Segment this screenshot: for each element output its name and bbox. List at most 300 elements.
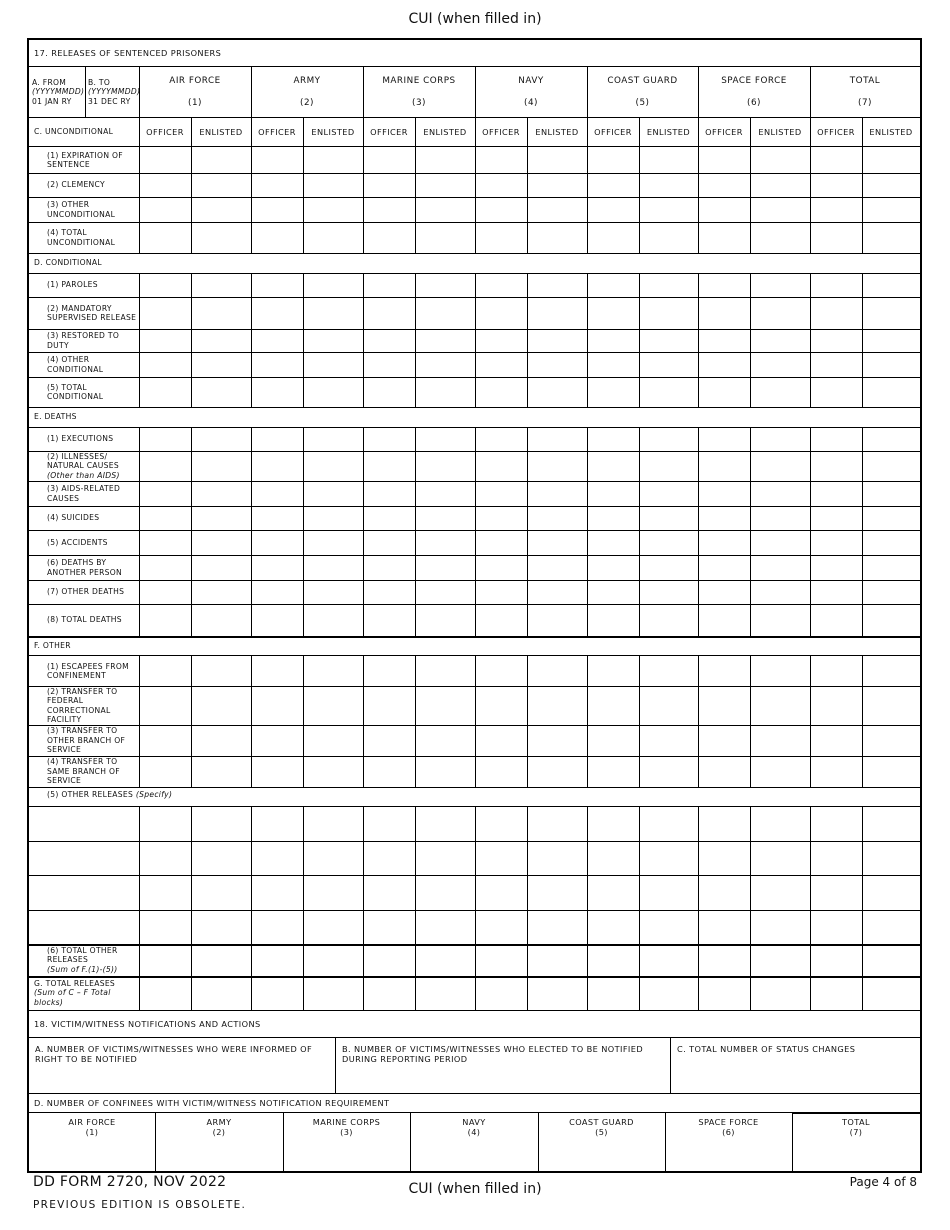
row-3-input-officer[interactable] [476, 223, 527, 253]
specify-0-input-enlisted[interactable] [416, 807, 475, 841]
specify-2-input-enlisted[interactable] [863, 876, 920, 910]
row-22-input-enlisted[interactable] [751, 977, 810, 1010]
row-15-input-officer[interactable] [364, 581, 415, 604]
row-1-input-enlisted[interactable] [528, 174, 587, 197]
row-18-input-officer[interactable] [699, 687, 750, 725]
specify-0-input-enlisted[interactable] [304, 807, 363, 841]
row-5-input-officer[interactable] [699, 298, 750, 329]
row-21-input-officer[interactable] [699, 945, 750, 976]
row-6-input-enlisted[interactable] [192, 330, 251, 352]
row-13-input-officer[interactable] [588, 531, 639, 555]
row-8-input-enlisted[interactable] [304, 378, 363, 407]
row-17-input-officer[interactable] [252, 657, 303, 686]
confinees-space-force-field[interactable] [665, 1113, 792, 1171]
row-9-input-enlisted[interactable] [304, 428, 363, 451]
row-18-input-officer[interactable] [140, 687, 191, 725]
row-14-input-officer[interactable] [140, 556, 191, 580]
row-20-input-enlisted[interactable] [192, 757, 251, 787]
row-20-input-officer[interactable] [364, 757, 415, 787]
row-19-input-enlisted[interactable] [192, 726, 251, 756]
specify-2-input-enlisted[interactable] [192, 876, 251, 910]
row-0-input-enlisted[interactable] [863, 148, 920, 173]
row-14-input-enlisted[interactable] [416, 556, 475, 580]
specify-2-input-officer[interactable] [252, 876, 303, 910]
row-4-input-enlisted[interactable] [304, 274, 363, 297]
row-13-input-officer[interactable] [476, 531, 527, 555]
specify-0-input-officer[interactable] [811, 807, 862, 841]
row-9-input-enlisted[interactable] [863, 428, 920, 451]
row-3-input-officer[interactable] [588, 223, 639, 253]
specify-3-input-enlisted[interactable] [863, 911, 920, 944]
row-7-input-officer[interactable] [140, 353, 191, 377]
row-16-input-officer[interactable] [252, 605, 303, 636]
specify-3-input-enlisted[interactable] [416, 911, 475, 944]
row-4-input-officer[interactable] [476, 274, 527, 297]
victim-elected-field[interactable] [336, 1038, 671, 1093]
row-1-input-enlisted[interactable] [863, 174, 920, 197]
row-20-input-enlisted[interactable] [863, 757, 920, 787]
row-17-input-enlisted[interactable] [751, 657, 810, 686]
row-15-input-enlisted[interactable] [304, 581, 363, 604]
row-20-input-officer[interactable] [588, 757, 639, 787]
row-15-input-enlisted[interactable] [640, 581, 698, 604]
row-18-input-enlisted[interactable] [751, 687, 810, 725]
row-22-input-officer[interactable] [476, 977, 527, 1010]
row-2-input-officer[interactable] [811, 198, 862, 222]
row-3-input-officer[interactable] [252, 223, 303, 253]
row-11-input-officer[interactable] [476, 482, 527, 506]
row-11-input-enlisted[interactable] [640, 482, 698, 506]
row-0-input-officer[interactable] [364, 148, 415, 173]
row-11-input-enlisted[interactable] [416, 482, 475, 506]
row-18-input-enlisted[interactable] [863, 687, 920, 725]
row-9-input-enlisted[interactable] [416, 428, 475, 451]
specify-1-input-enlisted[interactable] [751, 842, 810, 875]
row-4-input-officer[interactable] [140, 274, 191, 297]
specify-2-input-enlisted[interactable] [416, 876, 475, 910]
row-19-input-officer[interactable] [364, 726, 415, 756]
row-18-input-officer[interactable] [364, 687, 415, 725]
specify-1-input-officer[interactable] [811, 842, 862, 875]
specify-2-input-enlisted[interactable] [751, 876, 810, 910]
row-13-input-officer[interactable] [140, 531, 191, 555]
row-6-input-enlisted[interactable] [863, 330, 920, 352]
row-17-input-officer[interactable] [588, 657, 639, 686]
confinees-air-force-field[interactable] [29, 1113, 155, 1171]
row-7-input-enlisted[interactable] [751, 353, 810, 377]
row-6-input-enlisted[interactable] [304, 330, 363, 352]
specify-2-input-officer[interactable] [476, 876, 527, 910]
row-13-input-enlisted[interactable] [640, 531, 698, 555]
specify-3-input-officer[interactable] [252, 911, 303, 944]
row-4-input-enlisted[interactable] [863, 274, 920, 297]
specify-0-input-officer[interactable] [476, 807, 527, 841]
row-10-input-enlisted[interactable] [528, 452, 587, 481]
row-16-input-enlisted[interactable] [640, 605, 698, 636]
row-12-input-enlisted[interactable] [192, 507, 251, 530]
row-10-input-enlisted[interactable] [192, 452, 251, 481]
row-2-input-enlisted[interactable] [416, 198, 475, 222]
row-1-input-officer[interactable] [588, 174, 639, 197]
specify-1-input-enlisted[interactable] [304, 842, 363, 875]
row-22-input-enlisted[interactable] [640, 977, 698, 1010]
row-18-input-enlisted[interactable] [192, 687, 251, 725]
row-15-input-officer[interactable] [811, 581, 862, 604]
row-1-input-enlisted[interactable] [640, 174, 698, 197]
row-2-input-officer[interactable] [140, 198, 191, 222]
specify-3-input-enlisted[interactable] [304, 911, 363, 944]
specify-0-input-officer[interactable] [364, 807, 415, 841]
row-16-input-officer[interactable] [699, 605, 750, 636]
row-21-input-enlisted[interactable] [751, 945, 810, 976]
row-3-input-officer[interactable] [811, 223, 862, 253]
row-9-input-enlisted[interactable] [640, 428, 698, 451]
row-20-input-officer[interactable] [811, 757, 862, 787]
row-14-input-officer[interactable] [252, 556, 303, 580]
specify-1-input-enlisted[interactable] [416, 842, 475, 875]
row-10-input-officer[interactable] [699, 452, 750, 481]
row-2-input-enlisted[interactable] [528, 198, 587, 222]
row-11-input-officer[interactable] [811, 482, 862, 506]
row-0-input-officer[interactable] [811, 148, 862, 173]
row-0-input-officer[interactable] [476, 148, 527, 173]
row-16-input-officer[interactable] [140, 605, 191, 636]
row-13-input-officer[interactable] [364, 531, 415, 555]
row-5-input-enlisted[interactable] [751, 298, 810, 329]
row-7-input-enlisted[interactable] [863, 353, 920, 377]
row-10-input-enlisted[interactable] [416, 452, 475, 481]
specify-3-input-enlisted[interactable] [640, 911, 698, 944]
row-18-input-officer[interactable] [476, 687, 527, 725]
row-6-input-officer[interactable] [140, 330, 191, 352]
row-17-input-officer[interactable] [811, 657, 862, 686]
row-10-input-enlisted[interactable] [304, 452, 363, 481]
row-11-input-enlisted[interactable] [751, 482, 810, 506]
specify-3-input-officer[interactable] [588, 911, 639, 944]
row-22-input-officer[interactable] [140, 977, 191, 1010]
row-21-input-enlisted[interactable] [640, 945, 698, 976]
row-8-input-enlisted[interactable] [640, 378, 698, 407]
row-13-input-enlisted[interactable] [416, 531, 475, 555]
row-12-input-officer[interactable] [476, 507, 527, 530]
row-6-input-enlisted[interactable] [416, 330, 475, 352]
row-11-input-officer[interactable] [140, 482, 191, 506]
row-15-input-enlisted[interactable] [863, 581, 920, 604]
row-1-input-enlisted[interactable] [192, 174, 251, 197]
specify-2-input-enlisted[interactable] [304, 876, 363, 910]
row-22-input-enlisted[interactable] [192, 977, 251, 1010]
row-12-input-officer[interactable] [252, 507, 303, 530]
specify-2-input-officer[interactable] [364, 876, 415, 910]
row-21-input-enlisted[interactable] [192, 945, 251, 976]
row-3-input-officer[interactable] [699, 223, 750, 253]
row-18-input-enlisted[interactable] [304, 687, 363, 725]
row-13-input-officer[interactable] [252, 531, 303, 555]
row-21-input-officer[interactable] [811, 945, 862, 976]
row-8-input-enlisted[interactable] [751, 378, 810, 407]
row-15-input-enlisted[interactable] [192, 581, 251, 604]
row-4-input-officer[interactable] [364, 274, 415, 297]
row-12-input-officer[interactable] [588, 507, 639, 530]
row-3-input-officer[interactable] [364, 223, 415, 253]
row-3-input-enlisted[interactable] [304, 223, 363, 253]
row-12-input-enlisted[interactable] [528, 507, 587, 530]
row-7-input-enlisted[interactable] [416, 353, 475, 377]
row-19-input-officer[interactable] [140, 726, 191, 756]
row-8-input-officer[interactable] [140, 378, 191, 407]
row-17-input-officer[interactable] [140, 657, 191, 686]
row-3-input-enlisted[interactable] [528, 223, 587, 253]
row-19-input-enlisted[interactable] [863, 726, 920, 756]
row-22-input-officer[interactable] [588, 977, 639, 1010]
row-4-input-enlisted[interactable] [751, 274, 810, 297]
specify-0-input-enlisted[interactable] [640, 807, 698, 841]
row-22-input-officer[interactable] [699, 977, 750, 1010]
specify-1-input-officer[interactable] [588, 842, 639, 875]
row-15-input-officer[interactable] [140, 581, 191, 604]
specify-1-input-officer[interactable] [364, 842, 415, 875]
row-2-input-officer[interactable] [364, 198, 415, 222]
row-14-input-officer[interactable] [364, 556, 415, 580]
row-9-input-enlisted[interactable] [192, 428, 251, 451]
row-0-input-officer[interactable] [699, 148, 750, 173]
row-9-input-officer[interactable] [699, 428, 750, 451]
row-8-input-officer[interactable] [252, 378, 303, 407]
row-3-input-enlisted[interactable] [192, 223, 251, 253]
row-20-input-officer[interactable] [699, 757, 750, 787]
row-4-input-enlisted[interactable] [416, 274, 475, 297]
row-4-input-enlisted[interactable] [640, 274, 698, 297]
row-0-input-enlisted[interactable] [304, 148, 363, 173]
row-8-input-officer[interactable] [364, 378, 415, 407]
victim-informed-field[interactable] [29, 1038, 335, 1093]
row-16-input-enlisted[interactable] [304, 605, 363, 636]
row-19-input-officer[interactable] [811, 726, 862, 756]
confinees-army-field[interactable] [155, 1113, 283, 1171]
row-3-input-enlisted[interactable] [416, 223, 475, 253]
row-11-input-officer[interactable] [364, 482, 415, 506]
row-5-input-officer[interactable] [140, 298, 191, 329]
row-9-input-officer[interactable] [588, 428, 639, 451]
row-13-input-enlisted[interactable] [304, 531, 363, 555]
row-7-input-officer[interactable] [811, 353, 862, 377]
row-14-input-enlisted[interactable] [528, 556, 587, 580]
row-13-input-officer[interactable] [811, 531, 862, 555]
row-9-input-officer[interactable] [476, 428, 527, 451]
row-11-input-officer[interactable] [699, 482, 750, 506]
row-22-input-officer[interactable] [364, 977, 415, 1010]
row-8-input-officer[interactable] [699, 378, 750, 407]
row-8-input-enlisted[interactable] [416, 378, 475, 407]
row-10-input-officer[interactable] [364, 452, 415, 481]
row-0-input-enlisted[interactable] [416, 148, 475, 173]
row-4-input-officer[interactable] [588, 274, 639, 297]
row-21-input-officer[interactable] [252, 945, 303, 976]
specify-2-input-officer[interactable] [588, 876, 639, 910]
row-5-input-enlisted[interactable] [416, 298, 475, 329]
row-12-input-officer[interactable] [699, 507, 750, 530]
specify-0-input-enlisted[interactable] [192, 807, 251, 841]
row-16-input-enlisted[interactable] [863, 605, 920, 636]
row-15-input-officer[interactable] [699, 581, 750, 604]
row-2-input-officer[interactable] [476, 198, 527, 222]
row-15-input-officer[interactable] [252, 581, 303, 604]
row-1-input-officer[interactable] [476, 174, 527, 197]
row-16-input-enlisted[interactable] [751, 605, 810, 636]
row-21-input-enlisted[interactable] [304, 945, 363, 976]
other-release-specify-input[interactable] [30, 842, 139, 875]
specify-2-input-enlisted[interactable] [528, 876, 587, 910]
row-21-input-officer[interactable] [364, 945, 415, 976]
confinees-marine-corps-field[interactable] [283, 1113, 410, 1171]
specify-3-input-officer[interactable] [140, 911, 191, 944]
row-16-input-enlisted[interactable] [192, 605, 251, 636]
row-13-input-enlisted[interactable] [751, 531, 810, 555]
row-15-input-enlisted[interactable] [416, 581, 475, 604]
row-4-input-officer[interactable] [699, 274, 750, 297]
row-11-input-enlisted[interactable] [192, 482, 251, 506]
row-10-input-officer[interactable] [811, 452, 862, 481]
row-17-input-enlisted[interactable] [863, 657, 920, 686]
other-release-specify-input[interactable] [30, 876, 139, 910]
row-20-input-enlisted[interactable] [304, 757, 363, 787]
row-9-input-officer[interactable] [252, 428, 303, 451]
row-6-input-officer[interactable] [252, 330, 303, 352]
row-6-input-officer[interactable] [699, 330, 750, 352]
row-21-input-enlisted[interactable] [416, 945, 475, 976]
specify-2-input-officer[interactable] [699, 876, 750, 910]
row-20-input-enlisted[interactable] [416, 757, 475, 787]
row-0-input-enlisted[interactable] [192, 148, 251, 173]
row-4-input-enlisted[interactable] [528, 274, 587, 297]
row-5-input-officer[interactable] [476, 298, 527, 329]
row-18-input-officer[interactable] [588, 687, 639, 725]
row-13-input-enlisted[interactable] [528, 531, 587, 555]
specify-3-input-officer[interactable] [364, 911, 415, 944]
row-19-input-officer[interactable] [476, 726, 527, 756]
row-9-input-officer[interactable] [364, 428, 415, 451]
row-0-input-officer[interactable] [252, 148, 303, 173]
row-16-input-officer[interactable] [811, 605, 862, 636]
row-17-input-enlisted[interactable] [304, 657, 363, 686]
specify-0-input-enlisted[interactable] [528, 807, 587, 841]
row-1-input-officer[interactable] [699, 174, 750, 197]
specify-3-input-enlisted[interactable] [751, 911, 810, 944]
specify-0-input-officer[interactable] [252, 807, 303, 841]
specify-2-input-enlisted[interactable] [640, 876, 698, 910]
row-10-input-enlisted[interactable] [751, 452, 810, 481]
row-19-input-enlisted[interactable] [528, 726, 587, 756]
row-7-input-enlisted[interactable] [304, 353, 363, 377]
row-1-input-enlisted[interactable] [304, 174, 363, 197]
row-7-input-enlisted[interactable] [192, 353, 251, 377]
row-8-input-enlisted[interactable] [192, 378, 251, 407]
row-18-input-enlisted[interactable] [640, 687, 698, 725]
confinees-navy-field[interactable] [410, 1113, 538, 1171]
row-9-input-officer[interactable] [140, 428, 191, 451]
confinees-total-field[interactable] [792, 1113, 920, 1171]
row-6-input-officer[interactable] [588, 330, 639, 352]
row-20-input-officer[interactable] [140, 757, 191, 787]
row-9-input-officer[interactable] [811, 428, 862, 451]
row-7-input-officer[interactable] [252, 353, 303, 377]
row-5-input-enlisted[interactable] [528, 298, 587, 329]
row-1-input-enlisted[interactable] [751, 174, 810, 197]
row-2-input-enlisted[interactable] [863, 198, 920, 222]
row-5-input-officer[interactable] [364, 298, 415, 329]
row-14-input-officer[interactable] [588, 556, 639, 580]
row-13-input-enlisted[interactable] [863, 531, 920, 555]
row-1-input-officer[interactable] [364, 174, 415, 197]
row-18-input-officer[interactable] [252, 687, 303, 725]
row-0-input-officer[interactable] [588, 148, 639, 173]
row-22-input-enlisted[interactable] [863, 977, 920, 1010]
row-20-input-enlisted[interactable] [528, 757, 587, 787]
row-7-input-enlisted[interactable] [640, 353, 698, 377]
row-5-input-enlisted[interactable] [304, 298, 363, 329]
specify-1-input-enlisted[interactable] [863, 842, 920, 875]
row-19-input-enlisted[interactable] [304, 726, 363, 756]
row-12-input-officer[interactable] [140, 507, 191, 530]
specify-3-input-officer[interactable] [699, 911, 750, 944]
row-2-input-officer[interactable] [699, 198, 750, 222]
row-20-input-officer[interactable] [476, 757, 527, 787]
specify-1-input-officer[interactable] [140, 842, 191, 875]
row-14-input-enlisted[interactable] [640, 556, 698, 580]
row-6-input-officer[interactable] [811, 330, 862, 352]
row-7-input-officer[interactable] [364, 353, 415, 377]
specify-1-input-enlisted[interactable] [192, 842, 251, 875]
row-1-input-officer[interactable] [811, 174, 862, 197]
specify-3-input-officer[interactable] [476, 911, 527, 944]
row-17-input-enlisted[interactable] [528, 657, 587, 686]
row-1-input-officer[interactable] [140, 174, 191, 197]
specify-3-input-enlisted[interactable] [192, 911, 251, 944]
row-8-input-officer[interactable] [476, 378, 527, 407]
row-21-input-officer[interactable] [140, 945, 191, 976]
row-17-input-enlisted[interactable] [416, 657, 475, 686]
row-14-input-officer[interactable] [699, 556, 750, 580]
row-19-input-officer[interactable] [252, 726, 303, 756]
row-15-input-enlisted[interactable] [528, 581, 587, 604]
row-14-input-officer[interactable] [811, 556, 862, 580]
row-22-input-enlisted[interactable] [304, 977, 363, 1010]
specify-3-input-officer[interactable] [811, 911, 862, 944]
row-3-input-enlisted[interactable] [640, 223, 698, 253]
row-19-input-enlisted[interactable] [640, 726, 698, 756]
row-6-input-officer[interactable] [476, 330, 527, 352]
row-8-input-officer[interactable] [811, 378, 862, 407]
row-19-input-enlisted[interactable] [416, 726, 475, 756]
row-0-input-enlisted[interactable] [528, 148, 587, 173]
row-10-input-officer[interactable] [252, 452, 303, 481]
row-18-input-enlisted[interactable] [416, 687, 475, 725]
row-8-input-officer[interactable] [588, 378, 639, 407]
row-17-input-enlisted[interactable] [640, 657, 698, 686]
row-18-input-enlisted[interactable] [528, 687, 587, 725]
specify-0-input-officer[interactable] [699, 807, 750, 841]
row-21-input-enlisted[interactable] [528, 945, 587, 976]
row-20-input-enlisted[interactable] [751, 757, 810, 787]
row-4-input-enlisted[interactable] [192, 274, 251, 297]
row-21-input-officer[interactable] [476, 945, 527, 976]
row-7-input-officer[interactable] [476, 353, 527, 377]
row-10-input-enlisted[interactable] [863, 452, 920, 481]
row-19-input-enlisted[interactable] [751, 726, 810, 756]
other-release-specify-input[interactable] [30, 807, 139, 841]
row-4-input-officer[interactable] [811, 274, 862, 297]
row-14-input-enlisted[interactable] [192, 556, 251, 580]
